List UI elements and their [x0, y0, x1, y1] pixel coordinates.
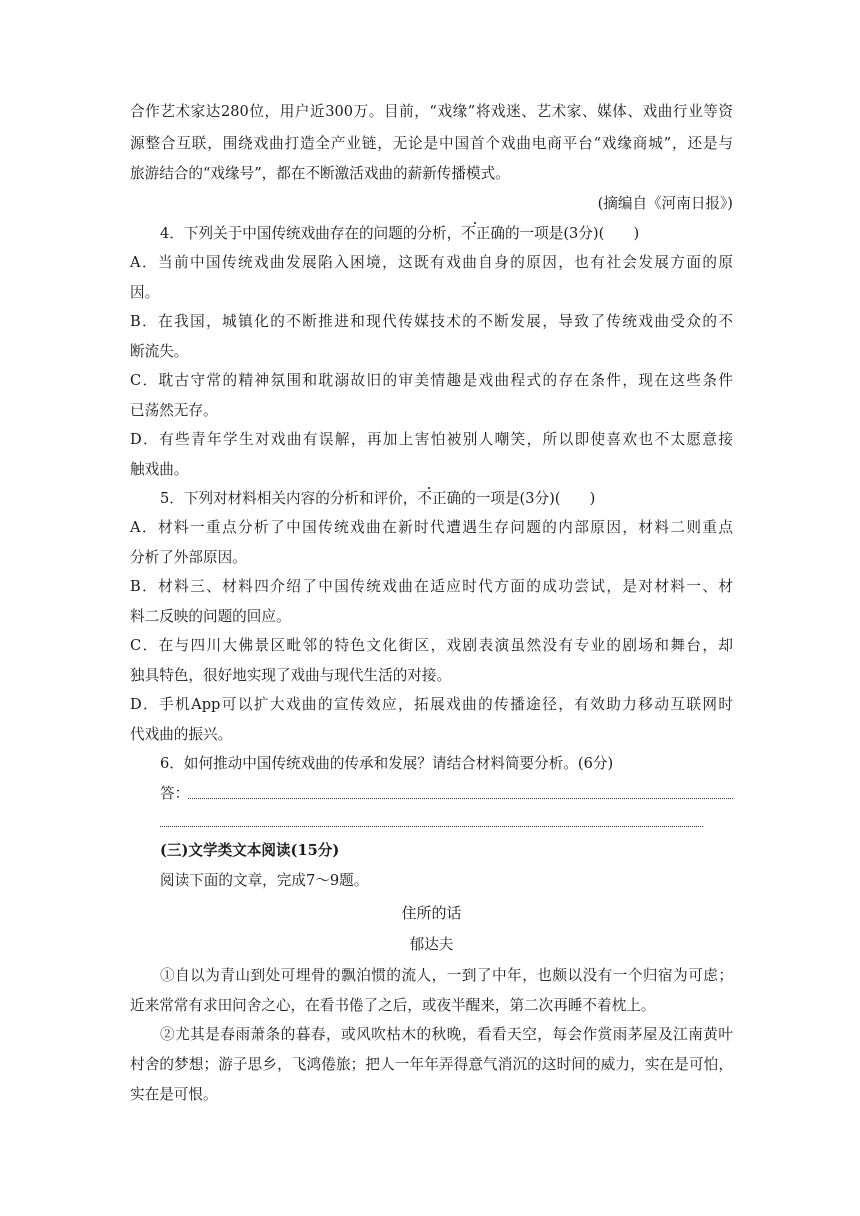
emphasis-dot: [474, 222, 476, 224]
paragraph-line: 实在是可恨。: [130, 1086, 218, 1103]
section-heading: (三)文学类文本阅读(15分): [160, 842, 340, 859]
q5-option-c: C．在与四川大佛景区毗邻的特色文化街区，戏剧表演虽然没有专业的剧场和舞台，却: [130, 637, 733, 654]
passage-line: 合作艺术家达280位，用户近300万。目前，“戏缘”将戏迷、艺术家、媒体、戏曲行业等资: [130, 103, 733, 120]
question-6-stem: 6．如何推动中国传统戏曲的传承和发展？请结合材料简要分析。(6分): [160, 755, 614, 772]
q5-option-b-cont: 料二反映的问题的回应。: [130, 608, 291, 625]
q5-option-d-cont: 代戏曲的振兴。: [130, 726, 233, 743]
q4-option-d: D．有些青年学生对戏曲有误解，再加上害怕被别人嘲笑，所以即使喜欢也不太愿意接: [130, 431, 733, 448]
q4-option-a-cont: 因。: [130, 284, 160, 301]
emphasis-dot: [428, 487, 430, 489]
source-citation: (摘编自《河南日报》): [597, 195, 733, 212]
paragraph-line: ②尤其是春雨萧条的暮春，或风吹枯木的秋晚，看看天空，每会作赏雨茅屋及江南黄叶: [160, 1026, 733, 1043]
answer-label: 答：: [160, 785, 190, 802]
passage-line: 旅游结合的“戏缘号”，都在不断激活戏曲的薪新传播模式。: [130, 165, 510, 182]
q4-option-a: A．当前中国传统戏曲发展陷入困境，这既有戏曲自身的原因，也有社会发展方面的原: [130, 254, 733, 271]
q4-option-b: B．在我国，城镇化的不断推进和现代传媒技术的不断发展，导致了传统戏曲受众的不: [130, 313, 733, 330]
paragraph-line: 近来常常有求田问舍之心，在看书倦了之后，或夜半醒来，第二次再睡不着枕上。: [130, 997, 656, 1014]
question-5-stem: 5．下列对材料相关内容的分析和评价，不正确的一项是(3分)( ): [160, 490, 596, 507]
q5-option-d: D．手机App可以扩大戏曲的宣传效应，拓展戏曲的传播途径，有效助力移动互联网时: [130, 696, 733, 713]
section-instruction: 阅读下面的文章，完成7～9题。: [160, 872, 369, 889]
q5-option-a-cont: 分析了外部原因。: [130, 549, 247, 566]
paragraph-line: ①自以为青山到处可埋骨的飘泊惯的流人，一到了中年，也颇以没有一个归宿为可虑；: [160, 967, 733, 984]
q4-option-d-cont: 触戏曲。: [130, 461, 189, 478]
paragraph-line: 村舍的梦想；游子思乡，飞鸿倦旅；把人一年年弄得意气消沉的这时间的威力，实在是可怕，: [130, 1056, 733, 1073]
q4-option-b-cont: 断流失。: [130, 343, 189, 360]
q5-option-a: A．材料一重点分析了中国传统戏曲在新时代遭遇生存问题的内部原因，材料二则重点: [130, 519, 733, 536]
answer-line: [160, 826, 703, 827]
q4-option-c-cont: 已荡然无存。: [130, 402, 218, 419]
q5-option-c-cont: 独具特色，很好地实现了戏曲与现代生活的对接。: [130, 667, 452, 684]
article-author: 郁达夫: [409, 936, 454, 953]
q4-option-c: C．耽古守常的精神氛围和耽溺故旧的审美情趣是戏曲程式的存在条件，现在这些条件: [130, 372, 733, 389]
question-4-stem: 4．下列关于中国传统戏曲存在的问题的分析，不正确的一项是(3分)( ): [160, 225, 640, 242]
article-title: 住所的话: [401, 904, 462, 922]
q5-option-b: B．材料三、材料四介绍了中国传统戏曲在适应时代方面的成功尝试，是对材料一、材: [130, 578, 733, 595]
passage-line: 源整合互联，围绕戏曲打造全产业链，无论是中国首个戏曲电商平台“戏缘商城”，还是与: [130, 135, 733, 152]
answer-line: [188, 798, 733, 799]
